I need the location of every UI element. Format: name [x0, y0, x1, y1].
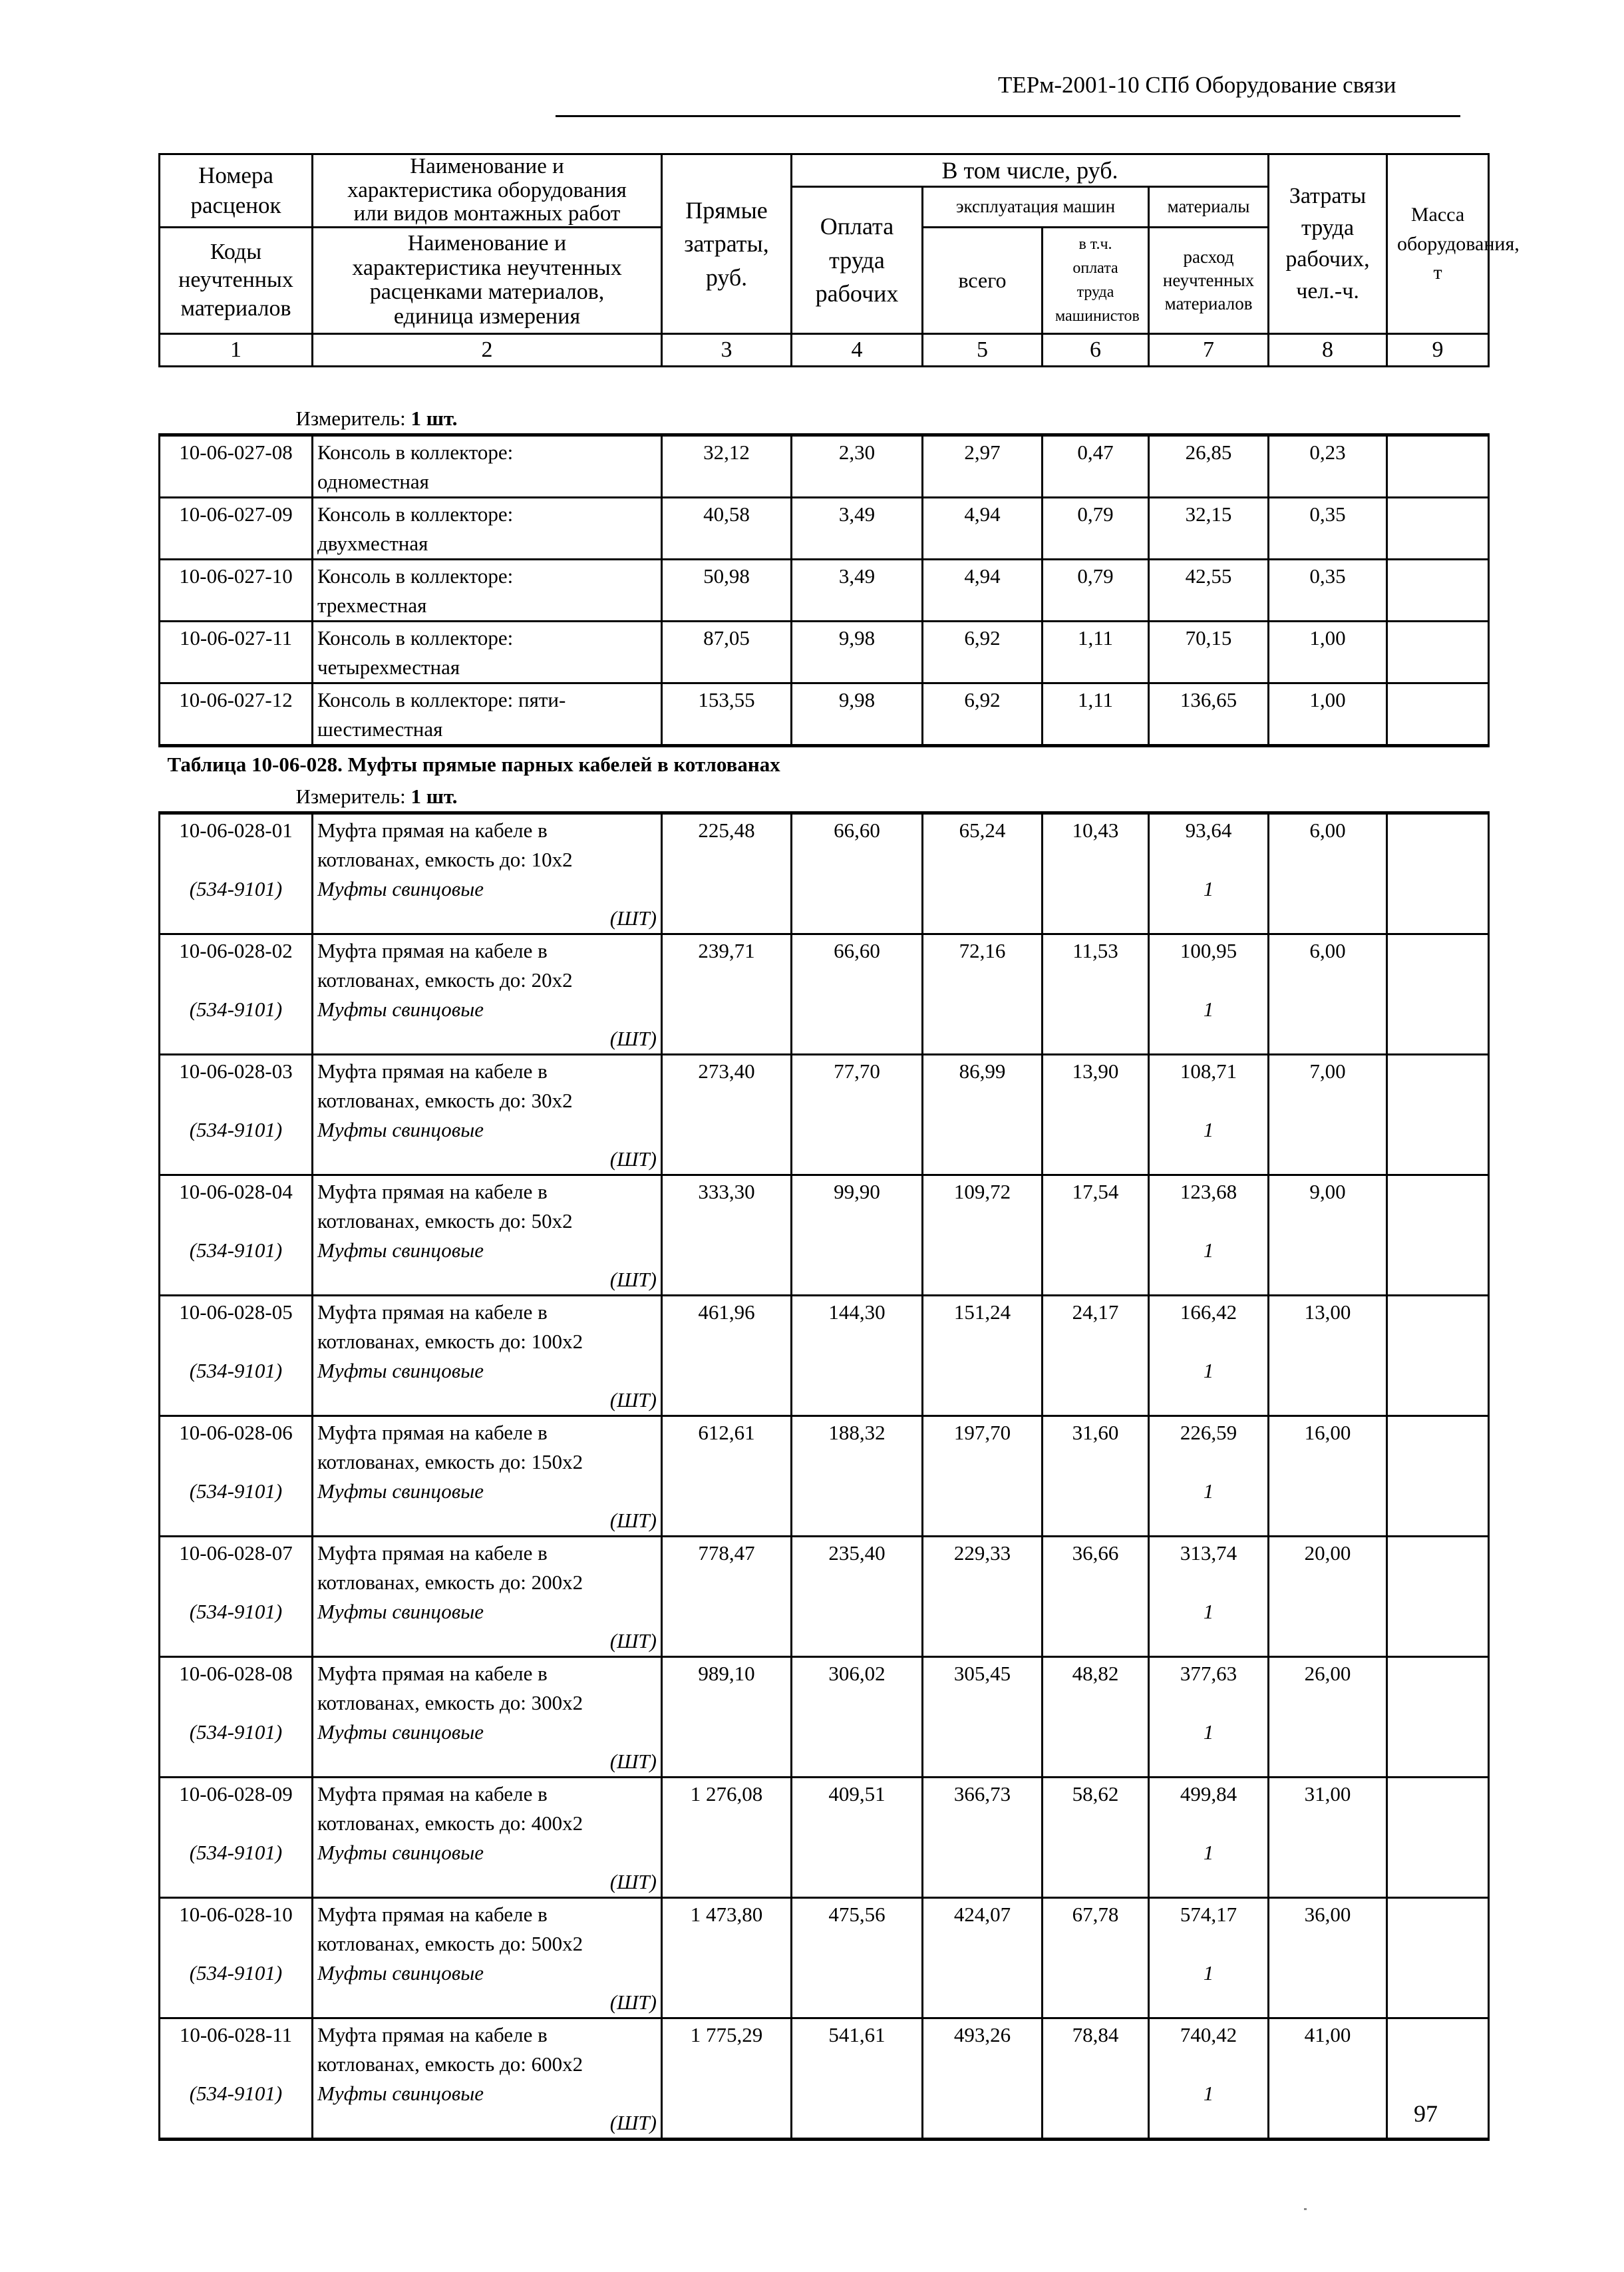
value-labor: 9,98	[792, 622, 923, 683]
meter-label	[160, 779, 1489, 813]
value-direct: 989,10	[662, 1657, 792, 1778]
rate-name-line: Муфта прямая на кабеле в	[317, 939, 548, 962]
header-number: 1	[160, 333, 313, 366]
value-materials-cell	[1149, 813, 1269, 934]
rate-name-line: Муфта прямая на кабеле в	[317, 2023, 548, 2046]
value-hours: 0,35	[1269, 498, 1387, 560]
header-col1-top: Номера расценок	[160, 154, 313, 228]
value-mach-total: 109,72	[923, 1175, 1043, 1296]
scan-speck	[1304, 2208, 1307, 2210]
rate-name	[313, 1175, 662, 1296]
value-mass	[1387, 683, 1489, 746]
value-labor: 541,61	[792, 2018, 923, 2140]
material-name: Муфты свинцовые	[317, 1841, 484, 1864]
running-head: ТЕРм-2001-10 СПб Оборудование связи	[998, 72, 1396, 98]
value-direct: 1 775,29	[662, 2018, 792, 2140]
value-mass	[1387, 435, 1489, 498]
value-hours: 0,23	[1269, 435, 1387, 498]
value-labor: 475,56	[792, 1898, 923, 2018]
header-number: 8	[1269, 333, 1387, 366]
meter-prefix: Измеритель:	[295, 407, 411, 430]
value-direct: 1 276,08	[662, 1778, 792, 1898]
rate-name	[313, 435, 662, 498]
value-direct: 50,98	[662, 560, 792, 622]
material-name: Муфты свинцовые	[317, 2082, 484, 2105]
material-name: Муфты свинцовые	[317, 1359, 484, 1382]
value-mach-total: 493,26	[923, 2018, 1043, 2140]
rate-name-line: Консоль в коллекторе:	[317, 564, 514, 588]
header-number: 2	[313, 333, 662, 366]
rate-name	[313, 560, 662, 622]
value-labor: 66,60	[792, 934, 923, 1055]
material-quantity: 1	[1203, 2082, 1214, 2105]
rate-code: 10-06-028-01	[179, 819, 293, 842]
value-hours: 7,00	[1269, 1055, 1387, 1175]
running-head-rule	[556, 115, 1460, 117]
rate-name-line: котлованах, емкость до: 10х2	[317, 848, 573, 871]
material-code: (534-9101)	[189, 998, 283, 1021]
header-col2-top: Наименование и характеристика оборудования или видов монтажных работ	[313, 154, 662, 228]
material-quantity: 1	[1203, 877, 1214, 900]
value-mass	[1387, 813, 1489, 934]
table-row	[160, 498, 1489, 560]
material-name: Муфты свинцовые	[317, 998, 484, 1021]
value-mass	[1387, 1416, 1489, 1537]
rate-name	[313, 1416, 662, 1537]
value-materials-cell	[1149, 1055, 1269, 1175]
table-row	[160, 1296, 1489, 1416]
value-hours: 16,00	[1269, 1416, 1387, 1537]
table-row	[160, 1537, 1489, 1657]
value-labor: 409,51	[792, 1778, 923, 1898]
value-labor: 188,32	[792, 1416, 923, 1537]
header-number: 5	[923, 333, 1043, 366]
material-quantity: 1	[1203, 1359, 1214, 1382]
material-code: (534-9101)	[189, 1238, 283, 1262]
rate-name-line: Муфта прямая на кабеле в	[317, 1662, 548, 1685]
rate-name	[313, 1657, 662, 1778]
value-direct: 239,71	[662, 934, 792, 1055]
value-materials: 740,42	[1180, 2023, 1237, 2046]
value-mach-total: 6,92	[923, 683, 1043, 746]
rate-name-line: одноместная	[317, 470, 429, 493]
material-code: (534-9101)	[189, 1961, 283, 1985]
rate-name-line: котлованах, емкость до: 100х2	[317, 1330, 583, 1353]
value-direct: 153,55	[662, 683, 792, 746]
table-row	[160, 1175, 1489, 1296]
value-direct: 87,05	[662, 622, 792, 683]
rate-code: 10-06-028-02	[179, 939, 293, 962]
rate-name-line: Консоль в коллекторе:	[317, 441, 514, 464]
rate-code: 10-06-028-03	[179, 1059, 293, 1083]
value-mach-labor: 0,79	[1043, 560, 1149, 622]
rate-name-line: Муфта прямая на кабеле в	[317, 1421, 548, 1444]
table-row	[160, 622, 1489, 683]
rate-name-line: Консоль в коллекторе: пяти-	[317, 688, 566, 711]
rate-code-cell	[160, 1537, 313, 1657]
rate-name-line: котлованах, емкость до: 400х2	[317, 1811, 583, 1835]
material-unit: (ШТ)	[609, 906, 657, 930]
rate-name-line: котлованах, емкость до: 30х2	[317, 1089, 573, 1112]
value-hours: 6,00	[1269, 813, 1387, 934]
rate-name-line: Муфта прямая на кабеле в	[317, 819, 548, 842]
header-col1-bottom: Коды неучтенных материалов	[160, 227, 313, 333]
value-mass	[1387, 1537, 1489, 1657]
value-mach-total: 366,73	[923, 1778, 1043, 1898]
value-labor: 66,60	[792, 813, 923, 934]
material-code: (534-9101)	[189, 1118, 283, 1141]
value-mach-labor: 0,47	[1043, 435, 1149, 498]
material-quantity: 1	[1203, 1479, 1214, 1503]
value-labor: 77,70	[792, 1055, 923, 1175]
header-number: 7	[1149, 333, 1269, 366]
material-name: Муфты свинцовые	[317, 1479, 484, 1503]
header-col5: всего	[923, 227, 1043, 333]
rate-code: 10-06-028-11	[179, 2023, 293, 2046]
rate-name-line: котлованах, емкость до: 300х2	[317, 1691, 583, 1714]
rate-name	[313, 934, 662, 1055]
rate-code: 10-06-027-09	[160, 498, 313, 560]
table-caption: Таблица 10-06-028. Муфты прямые парных кабелей в котлованах	[167, 753, 780, 776]
rate-code: 10-06-027-08	[160, 435, 313, 498]
value-materials: 93,64	[1185, 819, 1232, 842]
rate-name	[313, 1537, 662, 1657]
value-materials: 499,84	[1180, 1782, 1237, 1805]
value-mass	[1387, 1175, 1489, 1296]
material-unit: (ШТ)	[609, 1990, 657, 2014]
value-hours: 9,00	[1269, 1175, 1387, 1296]
header-number: 9	[1387, 333, 1489, 366]
value-materials: 226,59	[1180, 1421, 1237, 1444]
table-row	[160, 683, 1489, 746]
table-row	[160, 435, 1489, 498]
value-mach-total: 4,94	[923, 498, 1043, 560]
material-code: (534-9101)	[189, 1479, 283, 1503]
rate-name-line: четырехместная	[317, 656, 460, 679]
rate-name-line: Муфта прямая на кабеле в	[317, 1180, 548, 1203]
value-mass	[1387, 1055, 1489, 1175]
material-quantity: 1	[1203, 1841, 1214, 1864]
value-mass	[1387, 1296, 1489, 1416]
value-mach-total: 424,07	[923, 1898, 1043, 2018]
rate-name	[313, 1296, 662, 1416]
rate-code: 10-06-028-07	[179, 1541, 293, 1565]
value-labor: 3,49	[792, 560, 923, 622]
table-row	[160, 813, 1489, 934]
value-mass	[1387, 1657, 1489, 1778]
material-quantity: 1	[1203, 998, 1214, 1021]
header-col2-bottom: Наименование и характеристика неучтенных расценками материалов, единица измерения	[313, 227, 662, 333]
rate-code: 10-06-028-06	[179, 1421, 293, 1444]
rate-name	[313, 813, 662, 934]
rate-name-line: котлованах, емкость до: 20х2	[317, 968, 573, 992]
value-materials-cell	[1149, 934, 1269, 1055]
header-col7: расход неучтенных материалов	[1149, 227, 1269, 333]
rate-code-cell	[160, 1416, 313, 1537]
material-unit: (ШТ)	[609, 1388, 657, 1412]
rate-code-cell	[160, 934, 313, 1055]
rate-code-cell	[160, 1055, 313, 1175]
value-mach-total: 229,33	[923, 1537, 1043, 1657]
value-materials: 123,68	[1180, 1180, 1237, 1203]
rate-name-line: двухместная	[317, 532, 428, 555]
rate-code: 10-06-028-09	[179, 1782, 293, 1805]
material-name: Муфты свинцовые	[317, 1961, 484, 1985]
rate-name-line: Консоль в коллекторе:	[317, 626, 514, 650]
value-hours: 26,00	[1269, 1657, 1387, 1778]
table-caption-row	[160, 746, 1489, 780]
value-mach-total: 197,70	[923, 1416, 1043, 1537]
header-incl: В том числе, руб.	[792, 154, 1269, 187]
value-direct: 612,61	[662, 1416, 792, 1537]
value-labor: 3,49	[792, 498, 923, 560]
value-hours: 0,35	[1269, 560, 1387, 622]
material-name: Муфты свинцовые	[317, 1720, 484, 1744]
value-mass	[1387, 934, 1489, 1055]
value-materials-cell	[1149, 1898, 1269, 2018]
rate-name	[313, 1898, 662, 2018]
material-code: (534-9101)	[189, 1600, 283, 1623]
value-direct: 32,12	[662, 435, 792, 498]
value-materials: 313,74	[1180, 1541, 1237, 1565]
header-number: 6	[1043, 333, 1149, 366]
value-mach-labor: 24,17	[1043, 1296, 1149, 1416]
value-mach-labor: 36,66	[1043, 1537, 1149, 1657]
material-name: Муфты свинцовые	[317, 1118, 484, 1141]
rates-table	[158, 401, 1490, 2141]
header-col8: Затраты труда рабочих, чел.-ч.	[1269, 154, 1387, 334]
material-name: Муфты свинцовые	[317, 1238, 484, 1262]
material-name: Муфты свинцовые	[317, 1600, 484, 1623]
value-mach-total: 2,97	[923, 435, 1043, 498]
rate-name	[313, 622, 662, 683]
header-col4: Оплата труда рабочих	[792, 187, 923, 334]
header-col3: Прямые затраты, руб.	[662, 154, 792, 334]
rate-code: 10-06-028-04	[179, 1180, 293, 1203]
material-quantity: 1	[1203, 1600, 1214, 1623]
material-unit: (ШТ)	[609, 1629, 657, 1652]
table-row	[160, 1657, 1489, 1778]
value-mass	[1387, 560, 1489, 622]
value-direct: 273,40	[662, 1055, 792, 1175]
value-mach-total: 305,45	[923, 1657, 1043, 1778]
material-unit: (ШТ)	[609, 1509, 657, 1532]
value-mach-total: 86,99	[923, 1055, 1043, 1175]
rate-name	[313, 683, 662, 746]
rate-code: 10-06-027-12	[160, 683, 313, 746]
value-direct: 333,30	[662, 1175, 792, 1296]
value-mach-labor: 58,62	[1043, 1778, 1149, 1898]
rate-name-line: Муфта прямая на кабеле в	[317, 1059, 548, 1083]
value-materials-cell	[1149, 1537, 1269, 1657]
rate-name-line: трехместная	[317, 594, 427, 617]
table-row	[160, 934, 1489, 1055]
value-hours: 13,00	[1269, 1296, 1387, 1416]
rate-code-cell	[160, 1296, 313, 1416]
material-quantity: 1	[1203, 1238, 1214, 1262]
value-labor: 2,30	[792, 435, 923, 498]
material-code: (534-9101)	[189, 1841, 283, 1864]
value-hours: 20,00	[1269, 1537, 1387, 1657]
rate-name	[313, 1055, 662, 1175]
value-hours: 1,00	[1269, 622, 1387, 683]
meter-prefix: Измеритель:	[295, 785, 411, 808]
rate-name-line: Муфта прямая на кабеле в	[317, 1782, 548, 1805]
header-materials: материалы	[1149, 187, 1269, 228]
rate-code-cell	[160, 1657, 313, 1778]
value-materials-cell	[1149, 1416, 1269, 1537]
meter-value: 1 шт.	[410, 407, 458, 430]
page-number: 97	[1414, 2100, 1438, 2127]
rate-name-line: котлованах, емкость до: 500х2	[317, 1932, 583, 1955]
material-unit: (ШТ)	[609, 1027, 657, 1050]
rate-name-line: котлованах, емкость до: 200х2	[317, 1571, 583, 1594]
material-unit: (ШТ)	[609, 1750, 657, 1773]
value-mach-labor: 11,53	[1043, 934, 1149, 1055]
material-unit: (ШТ)	[609, 1147, 657, 1171]
material-quantity: 1	[1203, 1118, 1214, 1141]
value-labor: 235,40	[792, 1537, 923, 1657]
meter-value: 1 шт.	[410, 785, 458, 808]
value-materials-cell	[1149, 1657, 1269, 1778]
value-direct: 461,96	[662, 1296, 792, 1416]
value-mass	[1387, 1898, 1489, 2018]
value-hours: 41,00	[1269, 2018, 1387, 2140]
value-mach-labor: 48,82	[1043, 1657, 1149, 1778]
value-materials: 574,17	[1180, 1903, 1237, 1926]
meter-row	[160, 779, 1489, 813]
material-unit: (ШТ)	[609, 1870, 657, 1893]
rate-code: 10-06-028-10	[179, 1903, 293, 1926]
value-materials: 108,71	[1180, 1059, 1237, 1083]
header-table	[158, 153, 1520, 367]
value-hours: 1,00	[1269, 683, 1387, 746]
value-labor: 306,02	[792, 1657, 923, 1778]
value-materials-cell	[1149, 2018, 1269, 2140]
rate-name-line: котлованах, емкость до: 50х2	[317, 1209, 573, 1232]
value-materials-cell	[1149, 1296, 1269, 1416]
rate-name-line: Муфта прямая на кабеле в	[317, 1541, 548, 1565]
rate-code-cell	[160, 813, 313, 934]
value-materials: 100,95	[1180, 939, 1237, 962]
value-direct: 40,58	[662, 498, 792, 560]
value-direct: 225,48	[662, 813, 792, 934]
value-materials: 26,85	[1149, 435, 1269, 498]
header-number: 4	[792, 333, 923, 366]
header-col6: в т.ч. оплата труда машинистов	[1043, 227, 1149, 333]
value-mach-labor: 31,60	[1043, 1416, 1149, 1537]
value-mass	[1387, 1778, 1489, 1898]
value-mach-labor: 1,11	[1043, 683, 1149, 746]
value-materials: 70,15	[1149, 622, 1269, 683]
rate-code: 10-06-027-11	[160, 622, 313, 683]
value-mach-labor: 13,90	[1043, 1055, 1149, 1175]
value-hours: 6,00	[1269, 934, 1387, 1055]
table-row	[160, 1778, 1489, 1898]
rate-code: 10-06-028-05	[179, 1300, 293, 1324]
table-row	[160, 560, 1489, 622]
header-number: 3	[662, 333, 792, 366]
value-materials: 166,42	[1180, 1300, 1237, 1324]
header-machines: эксплуатация машин	[923, 187, 1149, 228]
material-name: Муфты свинцовые	[317, 877, 484, 900]
value-mach-labor: 67,78	[1043, 1898, 1149, 2018]
rate-code-cell	[160, 1778, 313, 1898]
value-mach-labor: 78,84	[1043, 2018, 1149, 2140]
value-hours: 36,00	[1269, 1898, 1387, 2018]
rate-code-cell	[160, 2018, 313, 2140]
value-materials: 32,15	[1149, 498, 1269, 560]
rate-code-cell	[160, 1898, 313, 2018]
rate-name-line: Муфта прямая на кабеле в	[317, 1300, 548, 1324]
value-materials-cell	[1149, 1778, 1269, 1898]
value-hours: 31,00	[1269, 1778, 1387, 1898]
meter-row	[160, 401, 1489, 435]
material-code: (534-9101)	[189, 1720, 283, 1744]
value-materials: 136,65	[1149, 683, 1269, 746]
material-quantity: 1	[1203, 1720, 1214, 1744]
value-mach-labor: 10,43	[1043, 813, 1149, 934]
material-code: (534-9101)	[189, 1359, 283, 1382]
value-mass	[1387, 498, 1489, 560]
value-mach-labor: 1,11	[1043, 622, 1149, 683]
header-col9: Масса оборудования, т	[1387, 154, 1489, 334]
rate-name	[313, 498, 662, 560]
value-mach-total: 72,16	[923, 934, 1043, 1055]
rate-name	[313, 1778, 662, 1898]
rate-code: 10-06-028-08	[179, 1662, 293, 1685]
table-row	[160, 2018, 1489, 2140]
value-mach-labor: 17,54	[1043, 1175, 1149, 1296]
material-quantity: 1	[1203, 1961, 1214, 1985]
material-code: (534-9101)	[189, 877, 283, 900]
table-row	[160, 1055, 1489, 1175]
value-labor: 144,30	[792, 1296, 923, 1416]
value-mach-total: 6,92	[923, 622, 1043, 683]
value-mach-total: 4,94	[923, 560, 1043, 622]
rate-name-line: Муфта прямая на кабеле в	[317, 1903, 548, 1926]
value-mass	[1387, 622, 1489, 683]
material-unit: (ШТ)	[609, 1268, 657, 1291]
value-mach-total: 151,24	[923, 1296, 1043, 1416]
value-direct: 778,47	[662, 1537, 792, 1657]
rate-name	[313, 2018, 662, 2140]
meter-label	[160, 401, 1489, 435]
value-labor: 9,98	[792, 683, 923, 746]
value-labor: 99,90	[792, 1175, 923, 1296]
rate-name-line: котлованах, емкость до: 600х2	[317, 2052, 583, 2076]
value-mach-labor: 0,79	[1043, 498, 1149, 560]
table-row	[160, 1416, 1489, 1537]
rate-name-line: шестиместная	[317, 717, 443, 741]
value-direct: 1 473,80	[662, 1898, 792, 2018]
value-materials-cell	[1149, 1175, 1269, 1296]
rate-name-line: Консоль в коллекторе:	[317, 502, 514, 526]
table-row	[160, 1898, 1489, 2018]
value-mass	[1387, 2018, 1489, 2140]
rate-code: 10-06-027-10	[160, 560, 313, 622]
material-code: (534-9101)	[189, 2082, 283, 2105]
value-mach-total: 65,24	[923, 813, 1043, 934]
material-unit: (ШТ)	[609, 2111, 657, 2134]
value-materials: 42,55	[1149, 560, 1269, 622]
rate-code-cell	[160, 1175, 313, 1296]
rate-name-line: котлованах, емкость до: 150х2	[317, 1450, 583, 1473]
value-materials: 377,63	[1180, 1662, 1237, 1685]
